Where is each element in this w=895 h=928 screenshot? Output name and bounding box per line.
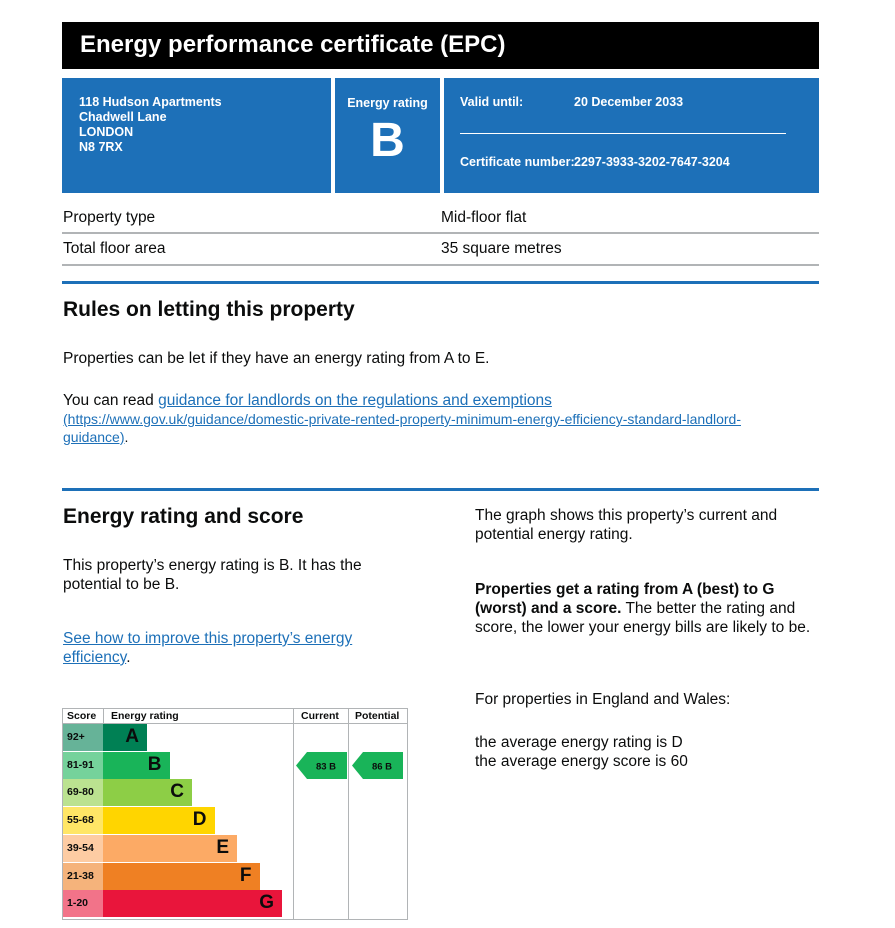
guidance-url-line[interactable]: guidance)	[63, 429, 125, 445]
band-bar	[103, 807, 215, 834]
rating-band-e	[63, 835, 293, 862]
column-divider	[103, 709, 104, 723]
guidance-suffix: .	[124, 429, 129, 445]
score-column-header: Score	[67, 710, 97, 722]
band-bar	[103, 752, 170, 779]
england-wales-note: For properties in England and Wales:	[475, 691, 731, 708]
property-type-value: Mid-floor flat	[441, 209, 527, 226]
address-line: 118 Hudson Apartments	[79, 95, 222, 109]
floor-area-label: Total floor area	[63, 240, 166, 257]
band-score-range: 1-20	[63, 890, 103, 917]
column-divider	[348, 709, 349, 919]
rating-scale-explanation	[475, 580, 815, 637]
rating-band-g	[63, 890, 293, 917]
rating-column-header: Energy rating	[111, 710, 179, 722]
row-divider	[62, 232, 819, 234]
letting-rule-text: Properties can be let if they have an energy rating from A to E.	[63, 350, 490, 367]
potential-rating-marker-label: 86 B	[371, 761, 393, 773]
letting-heading: Rules on letting this property	[63, 298, 355, 321]
band-score-range: 55-68	[63, 807, 103, 834]
graph-explanation: The graph shows this property’s current and potential energy rating.	[475, 507, 778, 543]
rating-scale-bold: Properties get a rating from A (best) to G (worst) and a score.	[475, 581, 775, 617]
valid-until-label: Valid until:	[460, 95, 524, 109]
certificate-number-label: Certificate number:	[460, 155, 575, 169]
property-type-label: Property type	[63, 209, 156, 226]
potential-rating-marker	[352, 752, 403, 779]
improve-efficiency-link[interactable]: See how to improve this property’s energy efficiency	[63, 630, 353, 666]
rating-band-a	[63, 724, 293, 751]
average-score-text: the average energy score is 60	[475, 753, 688, 770]
potential-column-header: Potential	[355, 710, 400, 722]
band-bar	[103, 863, 260, 890]
letting-guidance-text	[63, 391, 823, 446]
band-bar	[103, 835, 237, 862]
section-divider	[62, 488, 819, 491]
energy-score-heading: Energy rating and score	[63, 505, 304, 528]
validity-panel	[444, 78, 819, 193]
band-letter: C	[170, 781, 184, 803]
current-column-header: Current	[301, 710, 339, 722]
band-bar	[103, 724, 147, 751]
band-letter: B	[147, 753, 162, 775]
band-score-range: 81-91	[63, 752, 103, 779]
energy-rating-chart	[62, 708, 408, 920]
address-panel	[62, 78, 331, 193]
band-letter: E	[216, 836, 229, 858]
column-divider	[293, 709, 294, 919]
band-letter: G	[259, 892, 274, 914]
address-line: N8 7RX	[79, 140, 123, 154]
certificate-number-value: 2297-3933-3202-7647-3204	[574, 155, 730, 169]
band-letter: A	[125, 726, 139, 747]
band-score-range: 69-80	[63, 779, 103, 806]
band-bar	[103, 890, 282, 917]
rating-band-b	[63, 752, 293, 779]
energy-rating-letter: B	[370, 114, 405, 167]
energy-rating-label: Energy rating	[347, 96, 428, 110]
current-rating-marker-label: 83 B	[315, 761, 337, 773]
energy-score-summary: This property’s energy rating is B. It has the potential to be B.	[63, 557, 362, 593]
current-rating-marker	[296, 752, 347, 779]
guidance-url-line[interactable]: (https://www.gov.uk/guidance/domestic-private-rented-property-minimum-energy-efficiency-standard-landlord-	[63, 411, 741, 427]
address-line: Chadwell Lane	[79, 110, 167, 124]
valid-until-value: 20 December 2033	[574, 95, 684, 109]
band-score-range: 21-38	[63, 863, 103, 890]
band-letter: D	[192, 809, 207, 831]
certificate-title-bar	[62, 22, 819, 69]
average-rating-text: the average energy rating is D	[475, 734, 683, 751]
band-bar	[103, 779, 192, 806]
row-divider	[62, 264, 819, 266]
rating-band-c	[63, 779, 293, 806]
section-divider	[62, 281, 819, 284]
floor-area-value: 35 square metres	[441, 240, 562, 257]
energy-rating-panel	[335, 78, 440, 193]
band-score-range: 92+	[63, 724, 103, 751]
page-title: Energy performance certificate (EPC)	[80, 31, 506, 58]
band-score-range: 39-54	[63, 835, 103, 862]
band-letter: F	[239, 864, 252, 886]
address-line: LONDON	[79, 125, 134, 139]
rating-scale-rest: The better the rating and score, the lower your energy bills are likely to be.	[475, 600, 811, 636]
panel-divider	[460, 133, 786, 134]
guidance-prefix: You can read	[63, 392, 159, 409]
rating-band-d	[63, 807, 293, 834]
rating-band-f	[63, 863, 293, 890]
landlord-guidance-link[interactable]: guidance for landlords on the regulations and exemptions	[158, 392, 552, 409]
improve-suffix: .	[126, 649, 131, 666]
improve-efficiency-text	[63, 629, 413, 667]
